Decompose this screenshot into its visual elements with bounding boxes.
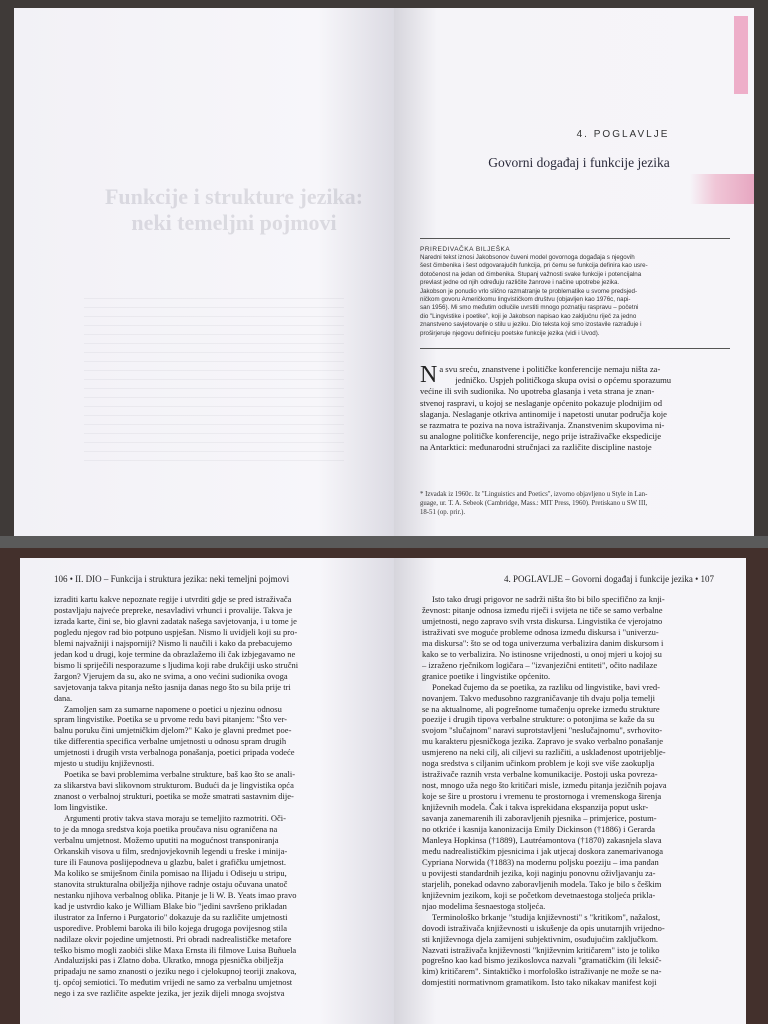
- pink-page-flag: [734, 16, 748, 94]
- text-line: spram lingvistike. Poetika se u prvome redu bavi pitanjem: "Što ver-: [54, 714, 287, 725]
- text-line: starjelih, ponekad odavno zaboravljenih modela. Tako je bilo s češkim: [422, 878, 662, 889]
- text-line: dovodi istraživača književnosti u iskušenje da opis unutarnjih vrijedno-: [422, 922, 665, 933]
- text-line: bismo li spriječili nesporazume s ljudima koji rabe drukčiji usko stručni: [54, 659, 299, 670]
- text-line: Argumenti protiv takva stava moraju se temeljito razmotriti. Oči-: [64, 813, 286, 824]
- text-line: žargon? Vjerujem da su, ako ne svima, a ono većini sudionika ovoga: [54, 670, 288, 681]
- text-line: savjetovanja takva pitanja nešto jasnija danas nego što su bila prije tri: [54, 681, 291, 692]
- body-line: većine ili svih sudionika. No upotreba glasanja i veta strana je znan-: [420, 386, 655, 397]
- text-line: u povijesti standardnih jezika, koji naginju ponovnu oživljavanju za-: [422, 867, 656, 878]
- text-line: usmjereno na neki cilj, ali ciljevi su različiti, a usklađenost upotrijeblje-: [422, 747, 666, 758]
- text-line: tj. općoj semiotici. To međutim vrijedi ne samo za verbalnu umjetnost: [54, 977, 293, 988]
- editor-note-body: [420, 254, 730, 338]
- note-line: ničkom govoru Američkomu lingvističkom društvu (objavljen kao 1976c, napi-: [420, 296, 631, 304]
- note-line: dio "Lingvistike i poetike", koji je Jakobson napisao kao zaključnu riječ za jedno: [420, 312, 637, 320]
- editor-note-heading: PRIREDIVAČKA BILJEŠKA: [420, 246, 511, 253]
- pink-bookmark-tab: [690, 174, 754, 204]
- text-line: Isto tako drugi prigovor ne sadrži ništa što bi bilo specifično za knji-: [432, 594, 665, 604]
- show-through-title: Funkcije i strukture jezika: neki temeljni pojmovi: [104, 184, 364, 236]
- text-line: to je da mnoga sredstva koja poetika proučava nisu ograničena na: [54, 824, 278, 835]
- note-line: prevlast jedne od njih određuju različite žanrove i načine upotrebe jezika.: [420, 279, 620, 287]
- show-through-text: [84, 298, 344, 468]
- text-line: za slikarstva bavi slikovnom strukturom. Budući da je lingvistika opća: [54, 780, 294, 791]
- text-line: teško bismo mogli zaobići slike Maxa Ernsta ili filmove Luisa Buñuela: [54, 944, 297, 955]
- text-line: istraživače raznih vrsta verbalne komunikacije. Postoji uska povreza-: [422, 769, 658, 780]
- body-line: na Antarktici: međunarodni stručnjaci za različite discipline nastoje: [420, 442, 652, 453]
- text-line: novanjem. Takvo međusobno razgraničavanje tih dvaju polja temelji: [422, 692, 655, 703]
- text-line: književnim jezikom, koji se početkom devetnaestoga stoljeća prikla-: [422, 889, 656, 900]
- top-left-page: [14, 8, 394, 536]
- text-line: književnih modela. Čak i takva isprekidana ekspanzija poput uskr-: [422, 802, 649, 813]
- chapter-label: 4. POGLAVLJE: [576, 129, 670, 140]
- text-line: pogrešno kao kad bismo jezikoslovca nazvali "gramatičkim (ili leksič-: [422, 955, 662, 966]
- text-line: sti književnoga djela zamijeni subjektivnim, osuđujućim zaključkom.: [422, 933, 659, 944]
- text-line: mu karakteru pjesničkoga jezika. Zapravo je svako verbalno ponašanje: [422, 736, 663, 747]
- text-line: balnu poruku čini umjetničkim djelom?" Kako je glavni predmet poe-: [54, 725, 292, 736]
- text-line: koje se šire u prostoru i vremenu te prostornoga i vremenskoga širenja: [422, 791, 662, 802]
- footnote-line: * Izvadak iz 1960c. Iz "Linguistics and Poetics", izvorno objavljeno u Style in Lan-: [420, 491, 648, 498]
- text-line: noga sredstva s ciljanim učinkom problem je koji sve više zaokuplja: [422, 758, 655, 769]
- footnote: [420, 490, 730, 517]
- text-line: se na aktualnome, ali pogrešnome tumačenju opreke između strukture: [422, 703, 660, 714]
- text-line: kim) kritičarem". Sintaktičko i morfološko istraživanje ne može se na-: [422, 966, 662, 977]
- text-line: izrada karte, čini se, bio glavni zadatak našega savjetovanja, i u tome je: [54, 615, 297, 626]
- text-line: Andaluzijski pas i Zlatno doba. Ukratko, mnoga pjesnička obilježja: [54, 955, 284, 966]
- note-line: san 1956). Mi smo međutim odlučile uvrstiti mnogo poznatiju raspravu – početni: [420, 304, 639, 312]
- note-line: proširjeruje njegovu definiciju poetske funkcije jezika (vidi i Uvod).: [420, 329, 600, 337]
- text-line: njao modelima šesnaestoga stoljeća.: [422, 900, 546, 911]
- text-line: kako se to verbalizira. No istinosne vrijednosti, u onoj mjeri u kojoj su: [422, 648, 662, 659]
- text-line: nadilaze okvir pojedine umjetnosti. Pri obradi nadrealističke metafore: [54, 933, 292, 944]
- body-line: se razmatra te poziva na nova istraživanja. Znanstvenim skupovima ni-: [420, 420, 665, 431]
- text-line: ilustrator za Inferno i Purgatorio" dokazuje da su različite umjetnosti: [54, 911, 288, 922]
- text-line: savanja zanemarenih ili zaboravljenih pjesnika – primjerice, postum-: [422, 813, 657, 824]
- running-head-left: 106 • II. DIO – Funkcija i struktura jezika: neki temeljni pojmovi: [54, 574, 290, 584]
- text-line: postavljaju najveće prepreke, nesavladivi vrhunci i provalije. Takva je: [54, 604, 293, 615]
- text-line: usporedive. Problemi baroka ili bilo kojega drugoga povijesnog stila: [54, 922, 287, 933]
- running-head-right: 4. POGLAVLJE – Govorni događaj i funkcije jezika • 107: [504, 574, 714, 584]
- text-line: Cypriana Norwida (†1883) na modernu poljsku poeziju – ima pandan: [422, 856, 659, 867]
- body-line: stvenoj raspravi, u kojoj se neslaganje općenito pokazuje plodnijim od: [420, 397, 663, 408]
- footnote-line: 18-51 (op. prir.).: [420, 509, 466, 516]
- text-line: tike differentia specifica verbalne umjetnosti u odnosu spram drugih: [54, 736, 287, 747]
- body-line: su analogne političke konferencije, nego prije istraživačke ekspedicije: [420, 431, 662, 442]
- note-line: znanstveno savjetovanje o stilu u jeziku. Dio teksta koji smo izostavile razrađuje i: [420, 321, 642, 329]
- page-106: [20, 558, 394, 1024]
- text-line: nego i za sve različite aspekte jezika, jer jezik dijeli mnoga svojstva: [54, 988, 285, 999]
- text-line: ževnost: pitanje odnosa između riječi i svijeta ne tiče se samo verbalne: [422, 604, 663, 615]
- note-line: dotočenost na jedan od čimbenika. Stupanj važnosti svake funkcije i potencijalna: [420, 270, 642, 278]
- note-line: Naredni tekst iznosi Jakobsonov čuveni model govornoga događaja s njegovih: [420, 254, 635, 261]
- body-line-text: a svu sreću, znanstvene i političke konferencije nemaju ništa za-: [439, 364, 661, 374]
- text-line: pogledu njegov rad bio potpuno uspješan. Nismo li uvidjeli koji su pro-: [54, 626, 298, 637]
- body-line: slaganja. Neslaganje otkriva antinomije i napetosti unutar područja koje: [420, 408, 667, 419]
- drop-cap: N: [420, 362, 438, 388]
- text-line: Zamoljen sam za sumarne napomene o poetici u njezinu odnosu: [64, 703, 282, 714]
- note-line: šest čimbenika i šest odgovarajućih funkcija, pri čemu se funkcija definira kao usre-: [420, 262, 648, 270]
- text-line: Terminološko brkanje "studija književnosti" s "kritikom", nažalost,: [432, 911, 661, 922]
- text-line: dana.: [54, 692, 73, 703]
- chapter-title: Govorni događaj i funkcije jezika: [488, 155, 670, 170]
- text-line: nestanku njihova verbalnog oblika. Pitanje je li W. B. Yeats imao pravo: [54, 889, 297, 900]
- page-106-text: [54, 594, 366, 999]
- page-107: [394, 558, 746, 1024]
- text-line: umjetnosti i drugih vrsta verbalnoga ponašanja, poetici pripada vodeće: [54, 747, 295, 758]
- text-line: ture ili Faunova poslijepodneva u glazbu, balet i grafičku umjetnost.: [54, 856, 287, 867]
- text-line: kad je ustvrdio kako je William Blake bio "jedini savršeno prikladan: [54, 900, 287, 911]
- text-line: mjesto u studiju književnosti.: [54, 758, 155, 769]
- page-107-text: [422, 594, 734, 988]
- footnote-line: guage, ur. T. A. Sebeok (Cambridge, Mass.: MIT Press, 1960). Pretiskano u SW III,: [420, 500, 648, 507]
- text-line: istraživati sve moguće probleme odnosa između diskursa i "univerzu-: [422, 626, 659, 637]
- text-line: znanost o verbalnoj strukturi, poetika se može smatrati sastavnim dije-: [54, 791, 294, 802]
- text-line: ma diskursa": što se od toga univerzuma verbalizira danim diskursom i: [422, 637, 664, 648]
- top-right-page: [394, 8, 754, 536]
- text-line: domjestiti normativnom gramatikom. Isto tako nikakav manifest koji: [422, 977, 657, 988]
- text-line: stanovita strukturalna obilježja njihove radnje ostaju očuvana unatoč: [54, 878, 288, 889]
- body-line: jedničko. Uspjeh političkoga skupa ovisi o općemu sporazumu: [455, 375, 672, 386]
- text-line: Ma koliko se smiješnom činila pomisao na Ilijadu i Odiseju u stripu,: [54, 867, 287, 878]
- text-line: no otkriće i kasnija kanonizacija Emily Dickinson (†1886) i Gerarda: [422, 824, 655, 835]
- bottom-spread: [0, 548, 768, 1024]
- chapter-body-text: [420, 364, 730, 454]
- text-line: Poetika se bavi problemima verbalne strukture, baš kao što se anali-: [64, 769, 296, 780]
- text-line: granice poetike i lingvistike općenito.: [422, 670, 551, 681]
- text-line: među nadrealističkim pjesnicima i jak utjecaj doskora zanemarivanoga: [422, 845, 663, 856]
- text-line: izraditi kartu kakve nepoznate regije i utvrditi gdje se pred istraživača: [54, 594, 292, 604]
- text-line: Ponekad čujemo da se poetika, za razliku od lingvistike, bavi vred-: [432, 681, 661, 692]
- text-line: blemi najvažniji i najsporniji? Nismo li naučili i kako da prebacujemo: [54, 637, 292, 648]
- text-line: jedan kod u drugi, koje termine da obrazlažemo ili čak izbjegavamo ne: [54, 648, 296, 659]
- note-line: Jakobson je ponudio vrlo slično razmatranje te problematike u svome predsjed-: [420, 287, 638, 295]
- text-line: poezije i drugih tipova verbalne strukture: o potonjima se kaže da su: [422, 714, 655, 725]
- text-line: pripadaju ne samo znanosti o jeziku nego i cjelokupnoj teoriji znakova,: [54, 966, 297, 977]
- text-line: Nazvati istraživača književnosti "književnim kritičarem" isto je toliko: [422, 944, 660, 955]
- text-line: – izraženo rječnikom logičara – "izvanjezični entiteti", očito nadilaze: [422, 659, 658, 670]
- text-line: svojom "slučajnom" naravi suprotstavljeni "neslučajnomu", svrhovito-: [422, 725, 663, 736]
- note-top-rule: [420, 238, 730, 239]
- text-line: verbalnu umjetnost. Možemo uputiti na mogućnost transponiranja: [54, 834, 279, 845]
- text-line: umjetnosti, nego zapravo svih vrsta diskursa. Lingvistika će vjerojatno: [422, 615, 663, 626]
- text-line: lom lingvistike.: [54, 802, 108, 813]
- note-bottom-rule: [420, 348, 730, 349]
- text-line: nost, mnogo uža nego što kritičari misle, između pitanja jezičnih pojava: [422, 780, 667, 791]
- text-line: Orkanskih visova u film, srednjovjekovnih legendi u freske i minija-: [54, 845, 288, 856]
- text-line: Manleya Hopkinsa (†1889), Lautréamontova (†1870) zakasnjela slava: [422, 834, 662, 845]
